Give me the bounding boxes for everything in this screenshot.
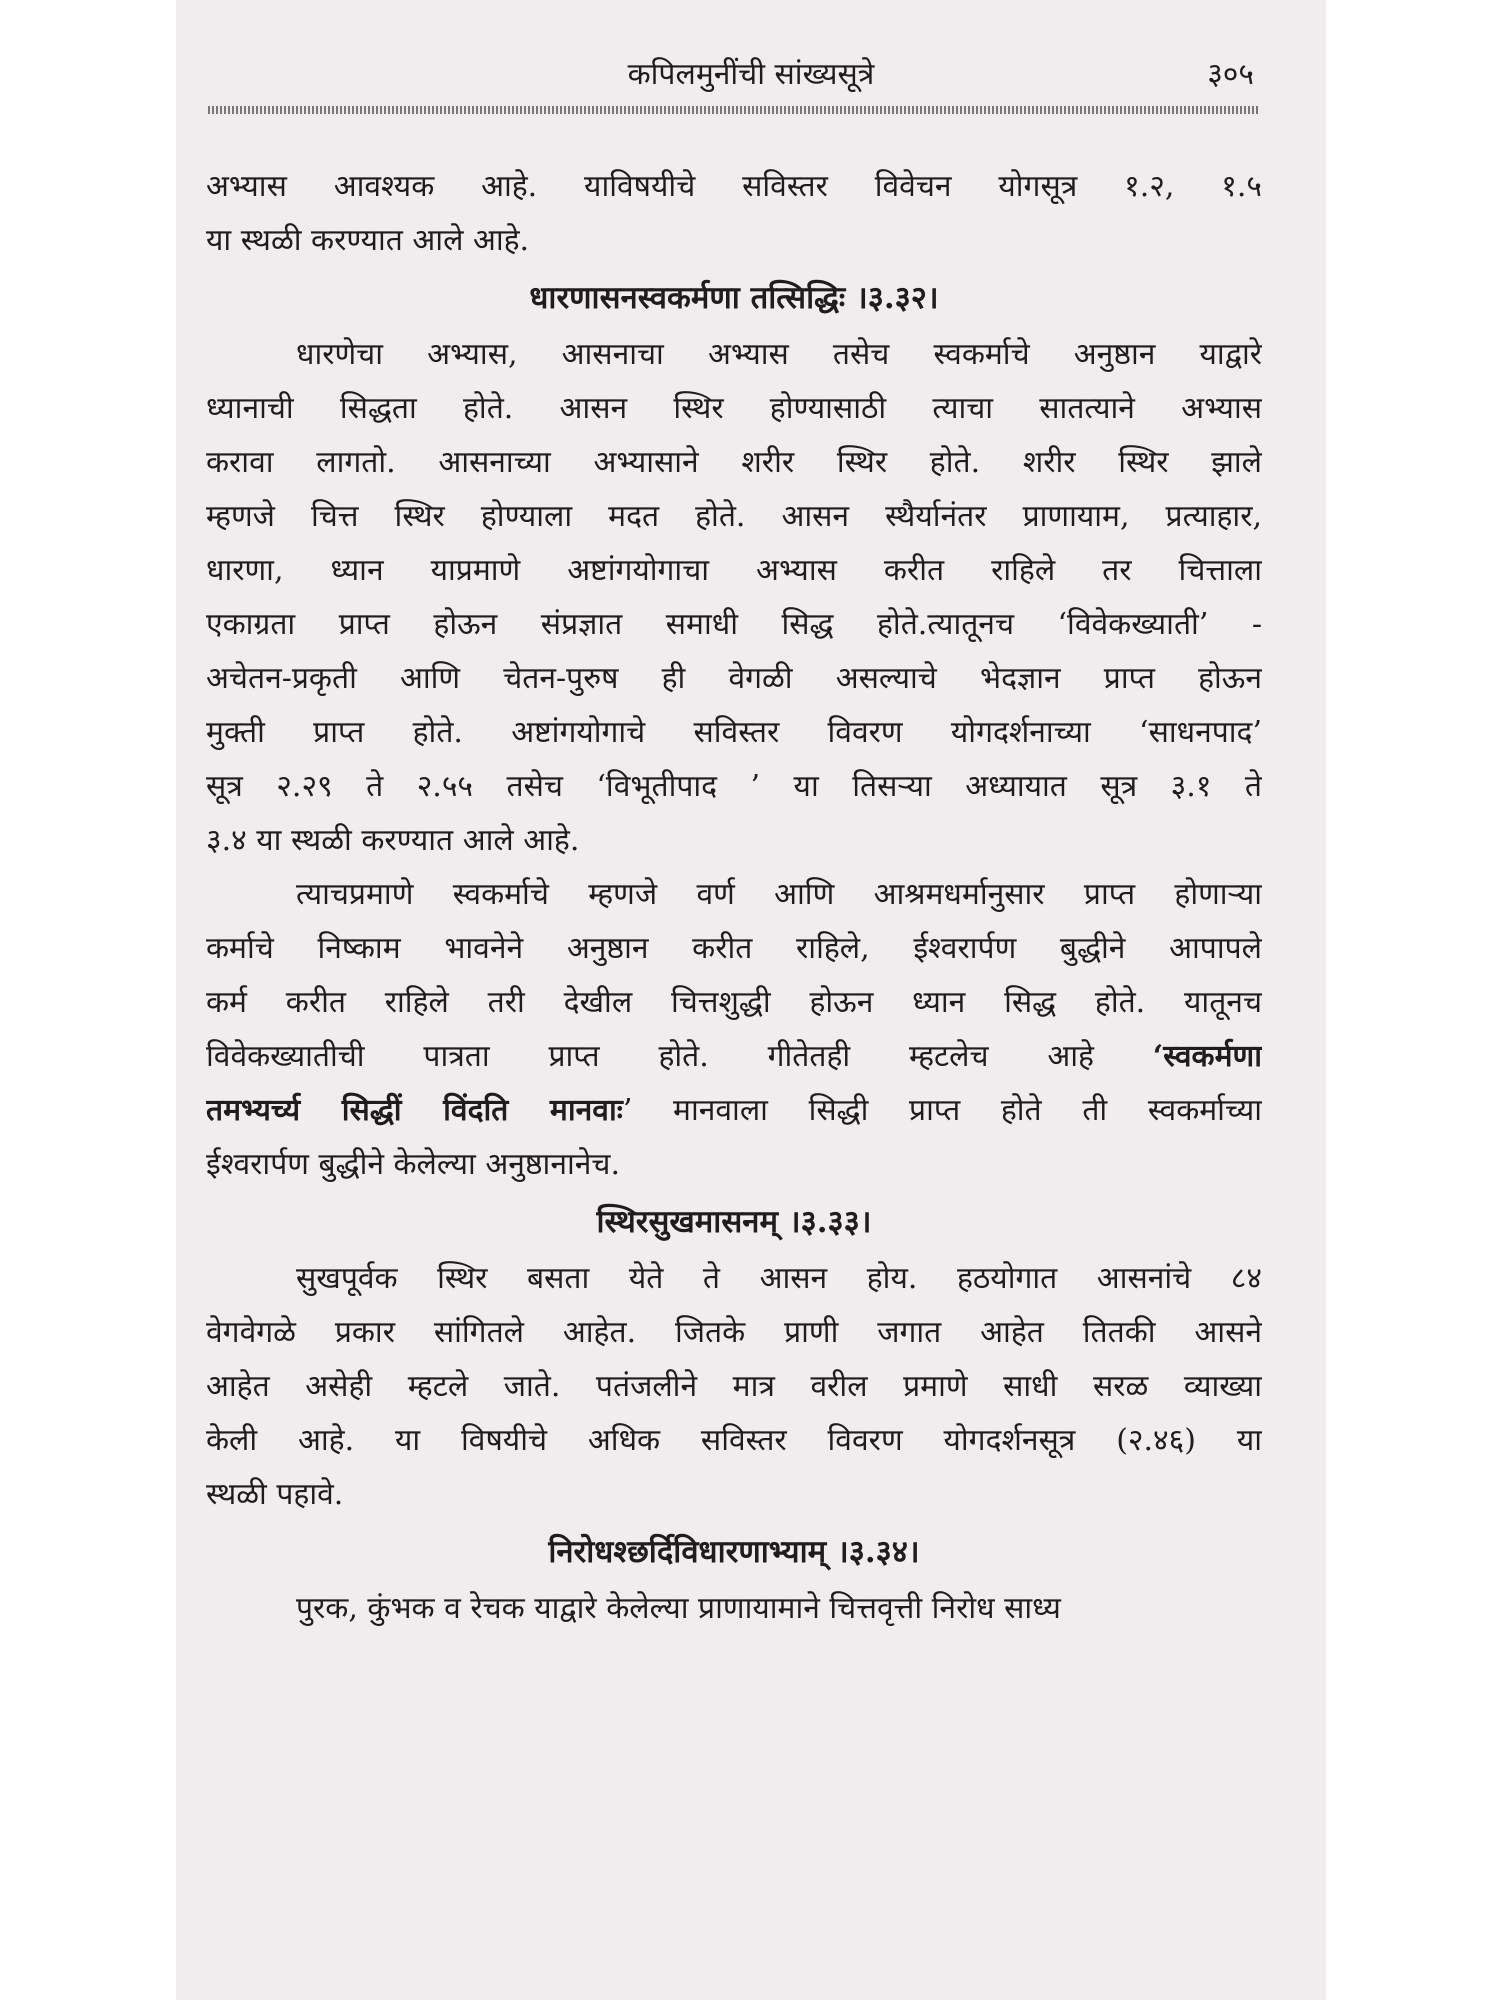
text-line: केली आहे. या विषयीचे अधिक सविस्तर विवरण योगदर्शनसूत्र (२.४६) या [206,1423,1262,1458]
sutra-heading: निरोधश्छर्दिविधारणाभ्याम् ।३.३४। [548,1534,920,1570]
text-line: स्थळी पहावे. [206,1477,344,1512]
sutra-heading: स्थिरसुखमासनम् ।३.३३। [596,1204,872,1240]
book-page [176,0,1326,2000]
text-line: म्हणजे चित्त स्थिर होण्याला मदत होते. आसन स्थैर्यानंतर प्राणायाम, प्रत्याहार, [206,499,1262,534]
text-line [206,1084,1262,1138]
text-line: ईश्वरार्पण बुद्धीने केलेल्या अनुष्ठानानेच. [206,1147,620,1182]
text-line: धारणा, ध्यान याप्रमाणे अष्टांगयोगाचा अभ्यास करीत राहिले तर चित्ताला [206,553,1262,588]
text-line: कर्म करीत राहिले तरी देखील चित्तशुद्धी होऊन ध्यान सिद्ध होते. यातूनच [206,985,1262,1020]
running-title: कपिलमुनींची सांख्यसूत्रे [627,57,875,92]
quote-bold: तमभ्यर्च्य सिद्धीं विंदति मानवाः [206,1093,623,1128]
text-line: एकाग्रता प्राप्त होऊन संप्रज्ञात समाधी सिद्ध होते.त्यातूनच ‘विवेकख्याती’ - [206,607,1262,642]
text-line: धारणेचा अभ्यास, आसनाचा अभ्यास तसेच स्वकर्माचे अनुष्ठान याद्वारे [296,337,1262,372]
sutra-heading: धारणासनस्वकर्मणा तत्सिद्धिः ।३.३२। [529,280,939,316]
page-number: ३०५ [1207,57,1254,92]
text-line: वेगवेगळे प्रकार सांगितले आहेत. जितके प्राणी जगात आहेत तितकी आसने [206,1315,1262,1350]
text-line [206,1030,1262,1084]
text-line: सुखपूर्वक स्थिर बसता येते ते आसन होय. हठयोगात आसनांचे ८४ [296,1261,1262,1296]
text-line: त्याचप्रमाणे स्वकर्माचे म्हणजे वर्ण आणि आश्रमधर्मानुसार प्राप्त होणाऱ्या [296,877,1262,912]
text-span: ’ मानवाला सिद्धी प्राप्त होते ती स्वकर्माच्या [622,1093,1262,1128]
text-line: ३.४ या स्थळी करण्यात आले आहे. [206,823,580,858]
text-line: आहेत असेही म्हटले जाते. पतंजलीने मात्र वरील प्रमाणे साधी सरळ व्याख्या [206,1369,1262,1404]
text-span: विवेकख्यातीची पात्रता प्राप्त होते. गीतेतही म्हटलेच आहे [206,1039,1153,1074]
page-header [176,50,1326,100]
text-line: अभ्यास आवश्यक आहे. याविषयीचे सविस्तर विवेचन योगसूत्र १.२, १.५ [206,169,1262,204]
text-line: पुरक, कुंभक व रेचक याद्वारे केलेल्या प्राणायामाने चित्तवृत्ती निरोध साध्य [296,1591,1061,1626]
text-line: कर्माचे निष्काम भावनेने अनुष्ठान करीत राहिले, ईश्वरार्पण बुद्धीने आपापले [206,931,1262,966]
header-rule [208,106,1258,114]
text-line: करावा लागतो. आसनाच्या अभ्यासाने शरीर स्थिर होते. शरीर स्थिर झाले [206,445,1262,480]
text-line: या स्थळी करण्यात आले आहे. [206,223,530,258]
text-line: ध्यानाची सिद्धता होते. आसन स्थिर होण्यासाठी त्याचा सातत्याने अभ्यास [206,391,1262,426]
text-line: सूत्र २.२९ ते २.५५ तसेच ‘विभूतीपाद ’ या तिसऱ्या अध्यायात सूत्र ३.१ ते [206,769,1262,804]
text-line: अचेतन-प्रकृती आणि चेतन-पुरुष ही वेगळी असल्याचे भेदज्ञान प्राप्त होऊन [206,661,1262,696]
body-text [206,160,1262,1636]
text-line: मुक्ती प्राप्त होते. अष्टांगयोगाचे सविस्तर विवरण योगदर्शनाच्या ‘साधनपाद’ [206,715,1262,750]
quote-bold: ‘स्वकर्मणा [1152,1039,1262,1074]
